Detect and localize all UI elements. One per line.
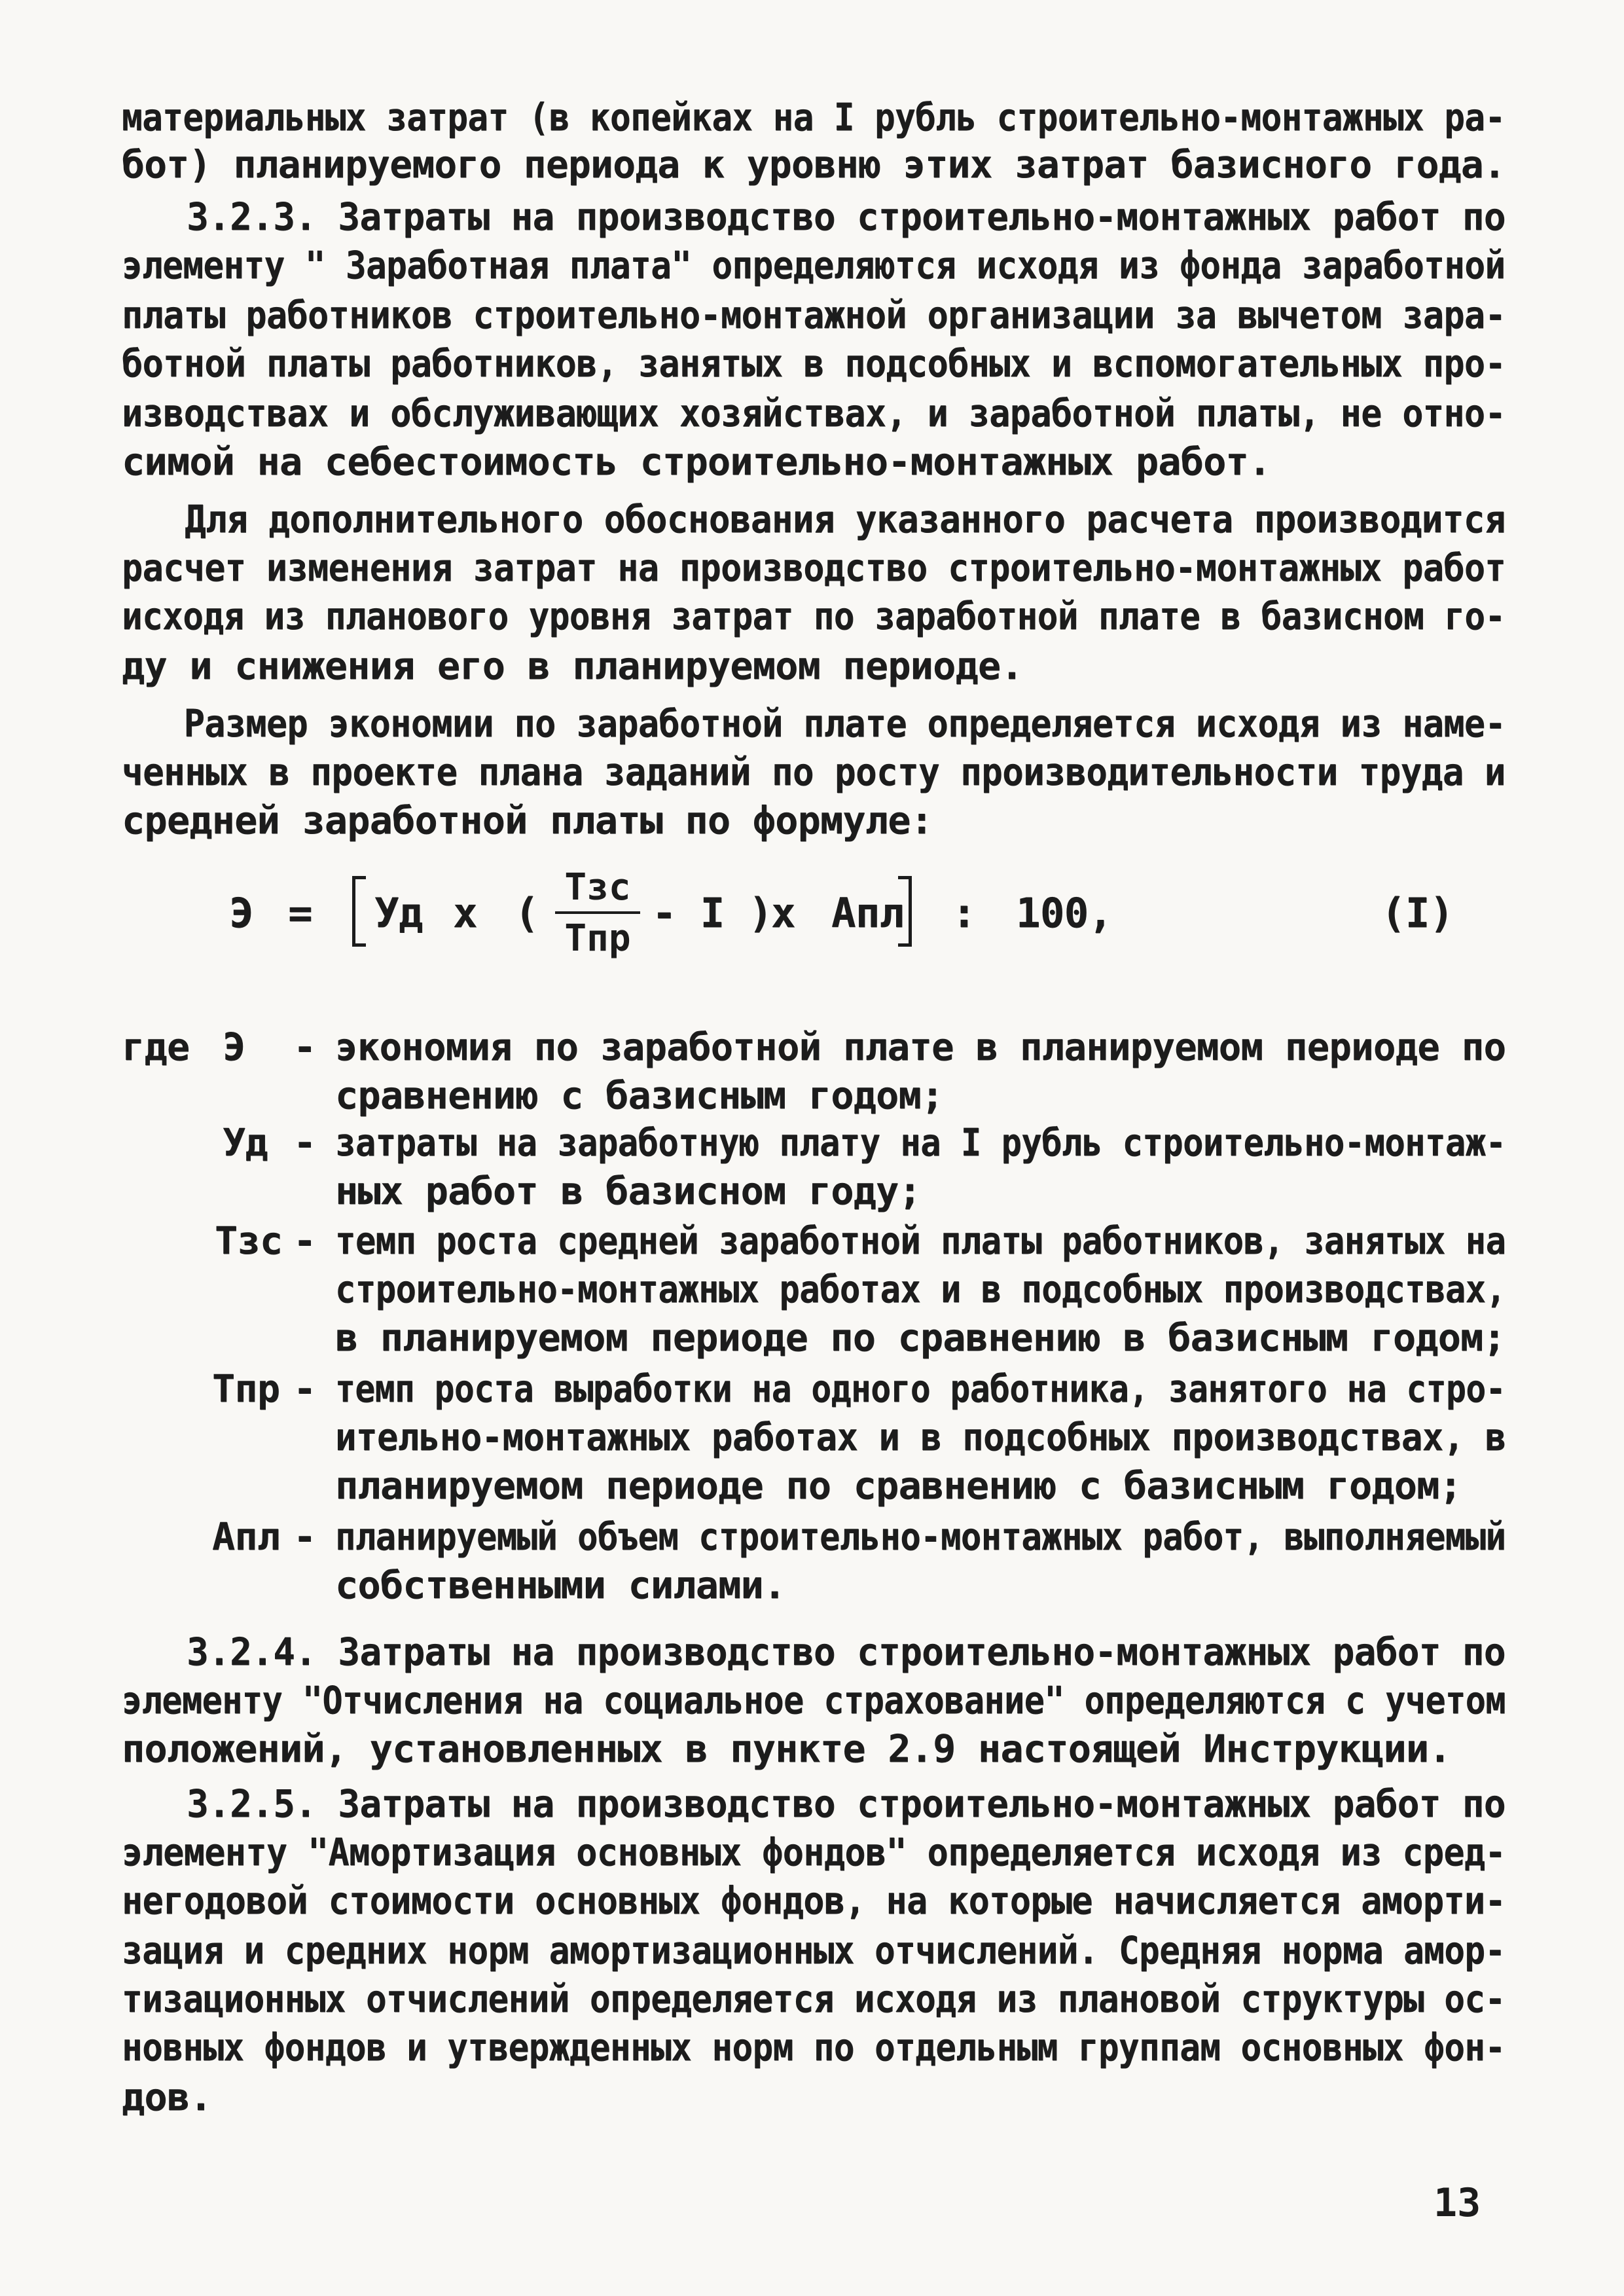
text-line: ду и снижения его в планируемом периоде. (122, 644, 1023, 688)
definition-dash: - (293, 1025, 316, 1069)
definition-text: собственными силами. (335, 1563, 786, 1607)
fraction-bar (555, 911, 640, 914)
formula-denominator: Тпр (564, 917, 631, 960)
text-line: ботной платы работников, занятых в подсобных и вспомогательных про- (122, 341, 1506, 386)
definition-dash: - (293, 1120, 316, 1165)
definition-term: Уд (223, 1120, 268, 1165)
text-line: элементу "Отчисления на социальное страхование" определяются с учетом (122, 1678, 1506, 1722)
definition-dash: - (293, 1366, 316, 1411)
text-line: новных фондов и утвержденных норм по отдельным группам основных фон- (122, 2025, 1506, 2069)
text-line: 3.2.3. Затраты на производство строительно-монтажных работ по (122, 194, 1506, 239)
definition-text: планируемый объем строительно-монтажных работ, выполняемый (335, 1514, 1506, 1559)
definition-term: Э (223, 1025, 245, 1069)
formula-times: х (453, 889, 477, 937)
text-line: бот) планируемого периода к уровню этих затрат базисного года. (122, 142, 1506, 187)
text-line: Для дополнительного обоснования указанного расчета производится (122, 497, 1506, 541)
formula-fraction (555, 868, 640, 960)
formula-times: х (771, 889, 795, 937)
definition-dash: - (293, 1218, 316, 1263)
formula-minus-one: - I ) (652, 889, 773, 937)
definition-text: затраты на заработную плату на I рубль строительно-монтаж- (335, 1120, 1506, 1165)
formula-equals: = (288, 889, 312, 937)
formula-bracket-open (352, 876, 366, 947)
text-line: положений, установленных в пункте 2.9 настоящей Инструкции. (122, 1726, 1451, 1771)
text-line: платы работников строительно-монтажной организации за вычетом зара- (122, 293, 1506, 337)
definition-text: темп роста выработки на одного работника, занятого на стро- (335, 1366, 1506, 1411)
definition-term: Тпр (212, 1366, 280, 1411)
definition-term: Апл (212, 1514, 280, 1559)
definition-text: темп роста средней заработной платы работников, занятых на (335, 1218, 1506, 1263)
formula-lhs: Э (229, 889, 253, 937)
definition-term: Тзс (215, 1218, 283, 1263)
text-line: симой на себестоимость строительно-монтажных работ. (122, 439, 1271, 484)
text-line: исходя из планового уровня затрат по заработной плате в базисном го- (122, 594, 1506, 638)
text-line: расчет изменения затрат на производство строительно-монтажных работ (122, 545, 1506, 590)
formula-paren-open: ( (514, 889, 539, 937)
definition-dash: - (293, 1514, 316, 1559)
formula-ud: Уд (374, 889, 423, 937)
formula-apl: Апл (831, 889, 904, 937)
text-line: материальных затрат (в копейках на I рубль строительно-монтажных ра- (122, 95, 1506, 139)
page-number: 13 (1434, 2180, 1481, 2226)
text-line: негодовой стоимости основных фондов, на которые начисляется аморти- (122, 1878, 1506, 1923)
text-line: Размер экономии по заработной плате определяется исходя из наме- (122, 701, 1506, 746)
definition-text: ных работ в базисном году; (335, 1169, 921, 1213)
text-line: элементу "Амортизация основных фондов" определяется исходя из сред- (122, 1830, 1506, 1874)
definition-text: в планируемом периоде по сравнению в базисным годом; (335, 1315, 1506, 1360)
text-line: элементу " Заработная плата" определяются исходя из фонда заработной (122, 243, 1506, 287)
formula-numerator: Тзс (564, 866, 631, 909)
text-line: изводствах и обслуживающих хозяйствах, и заработной платы, не отно- (122, 391, 1506, 435)
formula-hundred: 100, (1016, 889, 1113, 937)
formula-bracket-close (898, 876, 912, 947)
text-line: ченных в проекте плана заданий по росту производительности труда и (122, 750, 1506, 794)
text-line: дов. (122, 2075, 212, 2119)
text-line: тизационных отчислений определяется исходя из плановой структуры ос- (122, 1977, 1506, 2021)
definition-text: строительно-монтажных работах и в подсобных производствах, (335, 1267, 1506, 1311)
definition-text: сравнению с базисным годом; (335, 1073, 944, 1118)
formula-number: (I) (1381, 889, 1454, 937)
definition-text: планируемом периоде по сравнению с базисным годом; (335, 1463, 1462, 1508)
text-line: зация и средних норм амортизационных отчислений. Средняя норма амор- (122, 1928, 1506, 1973)
text-line: средней заработной платы по формуле: (122, 798, 933, 843)
text-line: 3.2.4. Затраты на производство строительно-монтажных работ по (122, 1630, 1506, 1674)
definition-text: экономия по заработной плате в планируемом периоде по (335, 1025, 1506, 1069)
where-label: где (122, 1025, 190, 1069)
text-line: 3.2.5. Затраты на производство строительно-монтажных работ по (122, 1781, 1506, 1826)
formula-divide: : (952, 889, 976, 937)
definition-text: ительно-монтажных работах и в подсобных производствах, в (335, 1415, 1506, 1459)
